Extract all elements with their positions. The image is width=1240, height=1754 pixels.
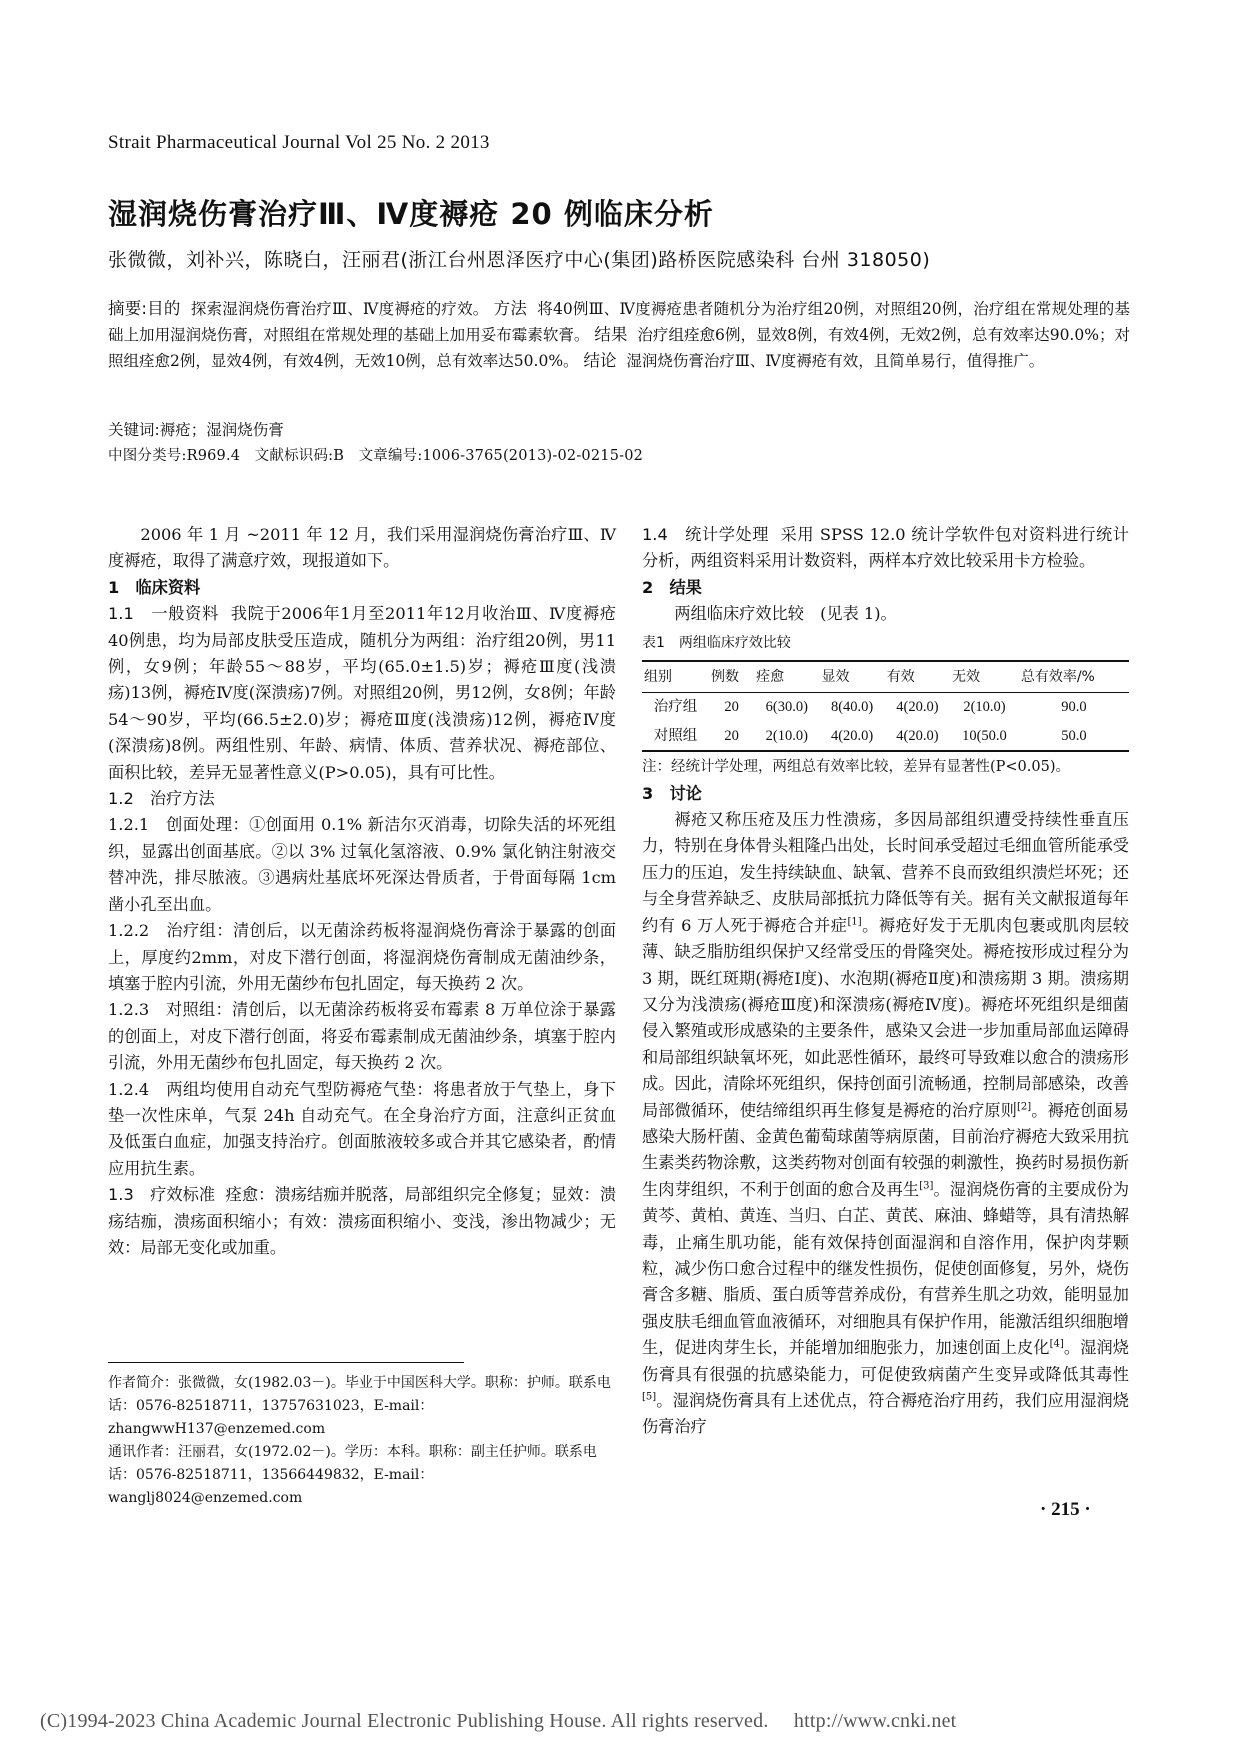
abstract-label: 摘要: bbox=[108, 299, 147, 318]
table-header-cell: 总有效率/% bbox=[1019, 661, 1129, 693]
table-note: 注：经统计学处理，两组总有效率比较，差异有显著性(P<0.05)。 bbox=[642, 759, 1071, 776]
section-1-2-heading: 1.2 治疗方法 bbox=[108, 789, 215, 809]
section-1-3-heading: 1.3 疗效标准 bbox=[108, 1185, 216, 1205]
doc-code-label: 文献标识码: bbox=[254, 448, 334, 464]
section-2-heading: 2 结果 bbox=[642, 577, 702, 597]
discussion-text: 。褥疮创面易感染大肠杆菌、金黄色葡萄球菌等病原菌，目前治疗褥疮大致采用抗生素类药物涂敷，这类药物对创面有较强的刺激性，换药时易损伤新生肉芽组织，不利于创面的愈合及再生 bbox=[642, 1100, 1129, 1199]
section-1-3-text: 痊愈：溃疡结痂并脱落，局部组织完全修复；显效：溃疡结痂，溃疡面积缩小；有效：溃疡面积缩小、变浅，渗出物减少；无效：局部无变化或加重。 bbox=[108, 1185, 617, 1257]
section-1-2-2-text: 清创后，以无菌涂药板将湿润烧伤膏涂于暴露的创面上，厚度约2mm，对皮下潜行创面，将湿润烧伤膏制成无菌油纱条，填塞于腔内引流，外用无菌纱布包扎固定，每天换药 2 次。 bbox=[108, 921, 616, 993]
conclusion-text: 湿润烧伤膏治疗Ⅲ、Ⅳ度褥疮有效，且简单易行，值得推广。 bbox=[626, 352, 1045, 370]
keywords-text: 褥疮；湿润烧伤膏 bbox=[159, 421, 284, 439]
table-header-cell: 组别 bbox=[642, 661, 709, 693]
section-1-2-1-text: ①创面用 0.1% 新洁尔灭消毒，切除失活的坏死组织，显露出创面基底。②以 3% 过氧化氢溶液、0.9% 氯化钠注射液交替冲洗，排尽脓液。③遇病灶基底坏死深达骨质者，于骨面每隔 1cm 凿小孔至出血。 bbox=[108, 815, 616, 914]
section-1-2-4-text: 两组均使用自动充气型防褥疮气垫：将患者放于气垫上，身下垫一次性床单，气泵 24h 自动充气。在全身治疗方面，注意纠正贫血及低蛋白血症，加强支持治疗。创面脓液较多或合并其它感染者，酌情应用抗生素。 bbox=[108, 1079, 616, 1178]
table-header-row bbox=[642, 661, 1129, 693]
keywords-label: 关键词: bbox=[108, 421, 160, 439]
footnotes bbox=[108, 1372, 616, 1510]
table-cell: 2(10.0) bbox=[963, 699, 1006, 716]
section-3-heading: 3 讨论 bbox=[642, 783, 702, 803]
journal-header: Strait Pharmaceutical Journal Vol 25 No. 2 2013 bbox=[108, 132, 490, 153]
table-cell: 90.0 bbox=[1061, 699, 1087, 716]
section-1-2-3-heading: 1.2.3 对照组： bbox=[108, 1000, 233, 1020]
table-cell: 6(30.0) bbox=[765, 699, 808, 716]
table-row bbox=[642, 693, 1129, 722]
copyright-footer: (C)1994-2023 China Academic Journal Electronic Publishing House. All rights reserved. http://www.cnki.net bbox=[40, 1710, 957, 1732]
table-cell: 4(20.0) bbox=[896, 699, 939, 716]
intro-paragraph: 2006 年 1 月 ~2011 年 12 月，我们采用湿润烧伤膏治疗Ⅲ、Ⅳ度褥疮，取得了满意疗效，现报道如下。 bbox=[108, 525, 616, 571]
table-cell: 20 bbox=[709, 722, 754, 751]
section-1-2-3-text: 清创后，以无菌涂药板将妥布霉素 8 万单位涂于暴露的创面上，对皮下潜行创面，将妥布霉素制成无菌油纱条，填塞于腔内引流，外用无菌纱布包扎固定，每天换药 2 次。 bbox=[108, 1000, 616, 1073]
discussion-text: 。湿润烧伤膏具有很强的抗感染能力，可促使致病菌产生变异或降低其毒性 bbox=[642, 1338, 1129, 1384]
citation-5: [5] bbox=[642, 1391, 657, 1403]
discussion-text: 。湿润烧伤膏具有上述优点，符合褥疮治疗用药，我们应用湿润烧伤膏治疗 bbox=[642, 1391, 1129, 1437]
right-column bbox=[642, 522, 1129, 1441]
table-header-cell: 无效 bbox=[950, 661, 1019, 693]
article-number-value: 1006-3765(2013)-02-0215-02 bbox=[422, 448, 644, 464]
discussion-paragraph bbox=[642, 807, 1129, 1441]
table-cell: 对照组 bbox=[642, 722, 709, 751]
table-cell: 4(20.0) bbox=[819, 722, 884, 751]
classification-line bbox=[108, 444, 643, 465]
clc-label: 中图分类号: bbox=[108, 448, 187, 464]
corresponding-author-footnote: 通讯作者：汪丽君，女(1972.02－)。学历：本科。职称：副主任护师。联系电话：0576-82518711，13566449832，E-mail：wanglj8024@enzemed.com bbox=[108, 1444, 597, 1506]
results-text: 治疗组痊愈6例，显效8例，有效4例，无效2例，总有效率达90.0%；对照组痊愈2例，显效4例，有效4例，无效10例，总有效率达50.0%。 bbox=[108, 326, 1130, 370]
table-caption: 表1 两组临床疗效比较 bbox=[642, 634, 791, 651]
discussion-text: 褥疮又称压疮及压力性溃疡，多因局部组织遭受持续性垂直压力，特别在身体骨头粗隆凸出处，长时间承受超过毛细血管所能承受压力的压迫，发生持续缺血、缺氧、营养不良而致组织溃烂坏死；还与全身营养缺乏、皮肤局部抵抗力降低等有关。据有关文献报道每年约有 6 万人死于褥疮合并症 bbox=[642, 810, 1129, 935]
table-row bbox=[642, 722, 1129, 751]
footnote-divider bbox=[108, 1362, 464, 1363]
table-cell: 治疗组 bbox=[653, 699, 698, 716]
left-column bbox=[108, 522, 616, 1261]
table-cell: 8(40.0) bbox=[830, 699, 874, 716]
results-label: 结果 bbox=[594, 325, 628, 344]
section-1-1-heading: 1.1 一般资料 bbox=[108, 604, 219, 624]
citation-1: [1] bbox=[847, 916, 862, 928]
section-1-2-1-heading: 1.2.1 创面处理： bbox=[108, 815, 250, 835]
author-intro-footnote: 作者简介：张微微，女(1982.03－)。毕业于中国医科大学。职称：护师。联系电话：0576-82518711，13757631023，E-mail：zhangwwH137@enzemed.com bbox=[108, 1375, 611, 1437]
section-1-heading: 1 临床资料 bbox=[108, 577, 201, 597]
results-table bbox=[642, 660, 1129, 752]
clc-value: R969.4 bbox=[186, 448, 241, 464]
table-cell: 2(10.0) bbox=[754, 722, 819, 751]
table-header-cell: 例数 bbox=[709, 661, 754, 693]
section-1-2-2-heading: 1.2.2 治疗组： bbox=[108, 921, 234, 941]
methods-text: 将40例Ⅲ、Ⅳ度褥疮患者随机分为治疗组20例，对照组20例，治疗组在常规处理的基础上加用湿润烧伤膏，对照组在常规处理的基础上加用妥布霉素软膏。 bbox=[108, 300, 1130, 344]
citation-4: [4] bbox=[1049, 1338, 1064, 1350]
page-number: · 215 · bbox=[1040, 1499, 1091, 1520]
table-cell: 4(20.0) bbox=[885, 722, 950, 751]
discussion-text: 。湿润烧伤膏的主要成份为黄芩、黄柏、黄连、当归、白芷、黄芪、麻油、蜂蜡等，具有清热解毒，止痛生肌功能，能有效保持创面湿润和自溶作用，保护肉芽颗粒，减少伤口愈合过程中的继发性损伤，促使创面修复，另外，烧伤膏含多糖、脂质、蛋白质等营养成份，有营养生肌之功效，能明显加强皮肤毛细血管血液循环，对细胞具有保护作用，能激活组织细胞增生，促进肉芽生长，并能增加细胞张力，加速创面上皮化 bbox=[642, 1179, 1130, 1358]
table-cell: 10(50.0 bbox=[950, 722, 1019, 751]
citation-3: [3] bbox=[919, 1180, 934, 1192]
table-cell: 20 bbox=[724, 699, 739, 716]
section-2-text: 两组临床疗效比较 (见表 1)。 bbox=[674, 604, 897, 624]
section-1-4-heading: 1.4 统计学处理 bbox=[642, 525, 770, 544]
section-1-2-4-heading: 1.2.4 bbox=[108, 1079, 167, 1099]
keywords bbox=[108, 418, 284, 440]
article-title: 湿润烧伤膏治疗Ⅲ、Ⅳ度褥疮 20 例临床分析 bbox=[108, 197, 714, 231]
table-header-cell: 有效 bbox=[885, 661, 950, 693]
table-cell: 50.0 bbox=[1019, 722, 1129, 751]
table-header-cell: 显效 bbox=[819, 661, 884, 693]
objective-label: 目的 bbox=[146, 299, 181, 318]
article-number-label: 文章编号: bbox=[358, 448, 423, 464]
section-1-1-text: 我院于2006年1月至2011年12月收治Ⅲ、Ⅳ度褥疮40例患，均为局部皮肤受压造成，随机分为两组：治疗组20例，男11例，女9例；年龄55～88岁，平均(65.0±1.5)岁；褥疮Ⅲ度(浅溃疡)13例，褥疮Ⅳ度(深溃疡)7例。对照组20例，男12例，女8例；年龄54～90岁，平均(66.5±2.0)岁；褥疮Ⅲ度(浅溃疡)12例，褥疮Ⅳ度(深溃疡)8例。两组性别、年龄、病情、体质、营养状况、褥疮部位、面积比较，差异无显著性意义(P>0.05)，具有可比性。 bbox=[108, 604, 617, 782]
table-header-cell: 痊愈 bbox=[754, 661, 819, 693]
section-1-4-text: 采用 SPSS 12.0 统计学软件包对资料进行统计分析，两组资料采用计数资料，两样本疗效比较采用卡方检验。 bbox=[642, 525, 1129, 571]
objective-text: 探索湿润烧伤膏治疗Ⅲ、Ⅳ度褥疮的疗效。 bbox=[190, 300, 489, 318]
conclusion-label: 结论 bbox=[583, 351, 617, 370]
author-list: 张微微，刘补兴，陈晓白，汪丽君(浙江台州恩泽医疗中心(集团)路桥医院感染科 台州 318050) bbox=[108, 249, 931, 271]
discussion-text: 。褥疮好发于无肌肉包裹或肌肉层较薄、缺乏脂肪组织保护又经常受压的骨隆突处。褥疮按形成过程分为 3 期，既红斑期(褥疮Ⅰ度)、水泡期(褥疮Ⅱ度)和溃疡期 3 期。溃疡期又分为浅溃疡(褥疮Ⅲ度)和深溃疡(褥疮Ⅳ度)。褥疮坏死组织是细菌侵入繁殖或形成感染的主要条件，感染又会进一步加重局部血运障碍和局部组织缺氧坏死，如此恶性循环，最终可导致难以愈合的溃疡形成。因此，清除坏死组织，保持创面引流畅通，控制局部感染，改善局部微循环，使结缔组织再生修复是褥疮的治疗原则 bbox=[642, 915, 1129, 1120]
methods-label: 方法 bbox=[493, 299, 528, 318]
abstract bbox=[108, 296, 1130, 374]
doc-code-value: B bbox=[333, 448, 345, 464]
citation-2: [2] bbox=[1017, 1101, 1032, 1113]
